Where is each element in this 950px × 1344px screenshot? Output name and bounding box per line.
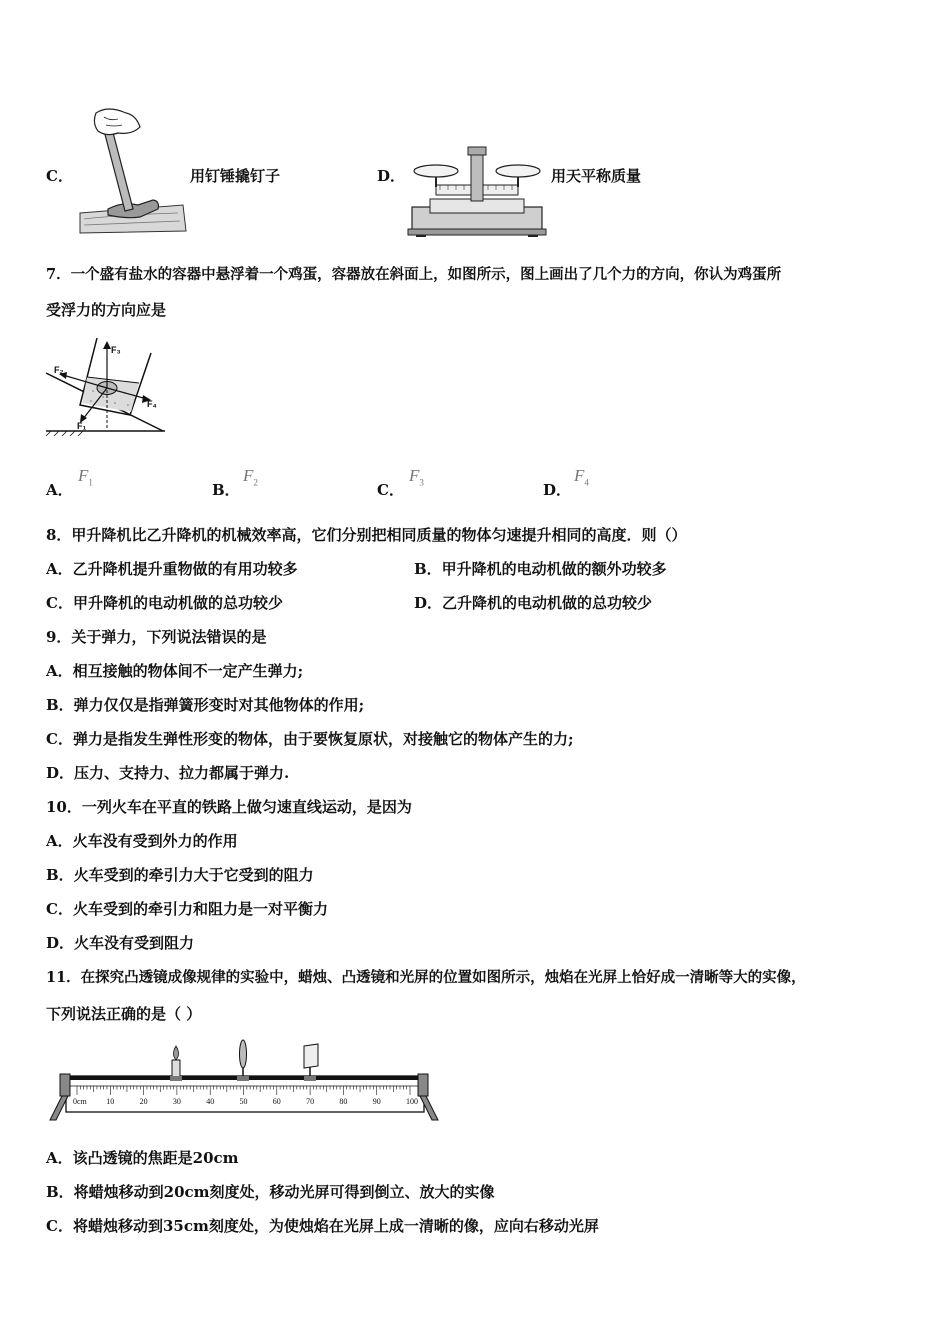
q7-option-c-value: $F_3$ bbox=[409, 466, 424, 488]
q10-option-d: D．火车没有受到阻力 bbox=[46, 934, 195, 952]
ruler-tick-label: 10 bbox=[106, 1097, 115, 1106]
q8-stem: 8．甲升降机比乙升降机的机械效率高，它们分别把相同质量的物体匀速提升相同的高度．则（） bbox=[46, 526, 687, 544]
q8-option-a: A．乙升降机提升重物做的有用功较多 bbox=[46, 560, 298, 578]
q7-stem-line1: 7．一个盛有盐水的容器中悬浮着一个鸡蛋，容器放在斜面上，如图所示，图上画出了几个力的方向，你认为鸡蛋所 bbox=[46, 266, 782, 283]
q11-stem-line2: 下列说法正确的是（ ） bbox=[46, 1005, 202, 1023]
q7-option-c-letter: C． bbox=[377, 481, 404, 499]
q10-option-b: B．火车受到的牵引力大于它受到的阻力 bbox=[46, 866, 314, 884]
q11-option-b: B．将蜡烛移动到20cm刻度处，移动光屏可得到倒立、放大的实像 bbox=[46, 1183, 495, 1201]
ruler-tick-label: 0cm bbox=[73, 1097, 87, 1106]
optical-bench-figure bbox=[46, 1038, 441, 1123]
q8-option-c: C．甲升降机的电动机做的总功较少 bbox=[46, 594, 283, 612]
q7-option-b-letter: B． bbox=[212, 481, 240, 499]
q9-option-a: A．相互接触的物体间不一定产生弹力; bbox=[46, 662, 304, 680]
q7-option-d-value: $F_4$ bbox=[574, 466, 589, 488]
svg-text:F₄: F₄ bbox=[147, 399, 157, 409]
q6-option-c-letter: C． bbox=[46, 167, 73, 185]
q11-option-a: A．该凸透镜的焦距是20cm bbox=[46, 1149, 239, 1167]
balance-scale-figure bbox=[406, 145, 548, 237]
q11-stem-line1: 11．在探究凸透镜成像规律的实验中，蜡烛、凸透镜和光屏的位置如图所示，烛焰在光屏上恰好成一清晰等大的实像， bbox=[46, 969, 806, 986]
q10-option-a: A．火车没有受到外力的作用 bbox=[46, 832, 238, 850]
q6-option-d-text: 用天平称质量 bbox=[551, 167, 642, 185]
q7-option-b-value: $F_2$ bbox=[243, 466, 258, 488]
svg-text:F₃: F₃ bbox=[111, 345, 121, 355]
q10-option-c: C．火车受到的牵引力和阻力是一对平衡力 bbox=[46, 900, 328, 918]
ruler-tick-label: 30 bbox=[172, 1097, 181, 1106]
q7-option-a-value: $F_1$ bbox=[78, 466, 93, 488]
q6-option-d-letter: D． bbox=[377, 167, 406, 185]
q10-stem: 10．一列火车在平直的铁路上做匀速直线运动，是因为 bbox=[46, 798, 412, 816]
q8-option-b: B．甲升降机的电动机做的额外功较多 bbox=[414, 560, 667, 578]
ruler-tick-label: 60 bbox=[272, 1097, 281, 1106]
svg-text:F₁: F₁ bbox=[77, 421, 87, 431]
q7-stem-line2: 受浮力的方向应是 bbox=[46, 301, 167, 319]
ruler-tick-label: 20 bbox=[139, 1097, 148, 1106]
egg-in-tilted-container-figure bbox=[43, 333, 168, 438]
ruler-tick-label: 70 bbox=[306, 1097, 315, 1106]
q11-option-c: C．将蜡烛移动到35cm刻度处，为使烛焰在光屏上成一清晰的像，应向右移动光屏 bbox=[46, 1217, 599, 1235]
ruler-tick-label: 50 bbox=[239, 1097, 248, 1106]
ruler-tick-label: 40 bbox=[206, 1097, 215, 1106]
q9-option-b: B．弹力仅仅是指弹簧形变时对其他物体的作用; bbox=[46, 696, 365, 714]
q8-option-d: D．乙升降机的电动机做的总功较少 bbox=[414, 594, 653, 612]
q9-option-c: C．弹力是指发生弹性形变的物体，由于要恢复原状，对接触它的物体产生的力; bbox=[46, 730, 574, 748]
q6-option-c-text: 用钉锤撬钉子 bbox=[190, 167, 281, 185]
q9-option-d: D．压力、支持力、拉力都属于弹力. bbox=[46, 764, 290, 782]
hammer-pulling-nail-figure bbox=[78, 105, 188, 235]
ruler-tick-label: 100 bbox=[406, 1097, 418, 1106]
q7-option-a-letter: A． bbox=[46, 481, 73, 499]
q9-stem: 9．关于弹力，下列说法错误的是 bbox=[46, 628, 267, 646]
svg-text:F₂: F₂ bbox=[54, 365, 64, 375]
ruler-tick-label: 90 bbox=[372, 1097, 381, 1106]
ruler-tick-label: 80 bbox=[339, 1097, 348, 1106]
q7-option-d-letter: D． bbox=[543, 481, 572, 499]
